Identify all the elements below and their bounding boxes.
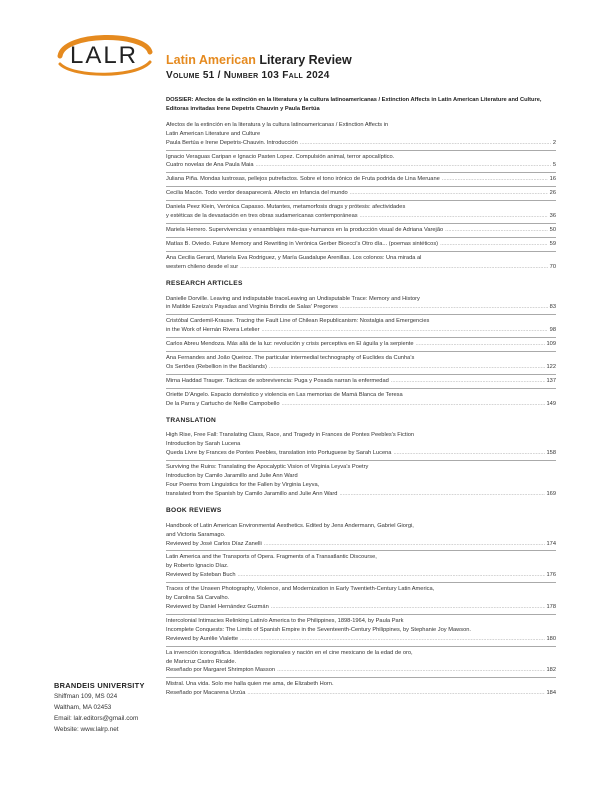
section-heading-translation: TRANSLATION: [166, 416, 217, 424]
entry-text-line: Oriette D’Angelo. Espacio doméstico y violencia en Las memorias de Mamá Blanca de Teresa: [166, 391, 403, 398]
publisher-info: [54, 680, 159, 735]
entry-text-line: Ana Cecilia Gerard, Mariela Eva Rodriguez, y María Guadalupe Arenillas. Los colonos: Una mirada al: [166, 254, 422, 261]
entry-title: in the Work of Hernán Rivera Letelier: [166, 327, 260, 334]
page-number: 174: [546, 540, 556, 547]
entry-text-line: Traces of the Unseen Photography, Violence, and Modernization in Early Twentieth-Century Latin America,: [166, 586, 435, 593]
dot-leader: [416, 340, 545, 349]
toc-entry[interactable]: [166, 460, 556, 501]
dot-leader: [247, 689, 544, 698]
entry-title: Reseñado por Macarena Urzúa: [166, 690, 246, 697]
dot-leader: [256, 161, 551, 170]
toc-entry[interactable]: [166, 119, 556, 150]
reviews-list: [166, 520, 556, 700]
entry-title: in Matilde Ezeiza’s Payadas and Virginia Brindis de Salas’ Pregones: [166, 304, 338, 311]
entry-title: Mariela Herrero. Supervivencias y ensamblajes más-que-humanos en la producción visual de Adriana Varejão: [166, 226, 444, 233]
toc-entry[interactable]: [166, 200, 556, 223]
entry-text-line: Introduction by Sarah Lucena: [166, 441, 241, 448]
entry-text-line: Daniela Peez Klein, Verónica Capasso. Mutantes, metamorfosis drags y prótesis: afectividades: [166, 204, 406, 211]
entry-title-line: [166, 571, 556, 580]
dot-leader: [277, 666, 544, 675]
dot-leader: [261, 326, 547, 335]
entry-title-line: [166, 377, 556, 386]
entry-text-line: Introduction by Camilo Jaramillo and Julie Ann Ward: [166, 473, 298, 480]
dossier-list: [166, 119, 556, 274]
dot-leader: [360, 212, 548, 221]
entry-title: Reviewed by Daniel Hernández Guzmán: [166, 603, 269, 610]
journal-logo: [54, 30, 154, 82]
page-number: 184: [546, 690, 556, 697]
entry-title-line: [166, 263, 556, 272]
journal-title: [166, 53, 352, 67]
entry-text-line: Cristóbal Cardemil-Krause. Tracing the Fault Line of Chilean Republicanism: Nostalgia and Emergencies: [166, 318, 430, 325]
entry-title: Reseñado por Margaret Shrimpton Masson: [166, 667, 276, 674]
entry-title: Matías B. Oviedo. Future Memory and Rewriting in Verónica Gerber Bicecci’s Otro día... (poemas sintéticos): [166, 240, 439, 247]
toc-entry[interactable]: [166, 429, 556, 460]
entry-title-line: [166, 240, 556, 249]
toc-entry[interactable]: [166, 388, 556, 411]
entry-title: Reviewed by José Carlos Díaz Zanelli: [166, 540, 262, 547]
entry-title-line: [166, 603, 556, 612]
entry-text-line: High Rise, Free Fall: Translating Class, Race, and Tragedy in Frances de Pontes Peebles’s Fiction: [166, 432, 415, 439]
dot-leader: [264, 540, 545, 549]
entry-text-line: de Maricruz Castro Ricalde.: [166, 658, 237, 665]
toc-entry[interactable]: [166, 251, 556, 274]
entry-title-line: [166, 226, 556, 235]
entry-text-line: Ignacio Veraguas Caripan e Ignacio Pasten Lopez. Compulsión animal, terror apocalíptico.: [166, 153, 395, 160]
toc-entry[interactable]: [166, 646, 556, 678]
entry-text-line: La invención iconográfica. Identidades regionales y nación en el cine mexicano de la edad de oro,: [166, 649, 413, 656]
volume-info: Volume 51 / Number 103 Fall 2024: [166, 70, 330, 81]
dot-leader: [391, 377, 545, 386]
entry-title-line: [166, 161, 556, 170]
dot-leader: [269, 363, 545, 372]
entry-text-line: by Roberto Ignacio Díaz.: [166, 563, 229, 570]
toc-entry[interactable]: [166, 172, 556, 186]
toc-entry[interactable]: [166, 582, 556, 614]
dot-leader: [238, 571, 545, 580]
address-line-2: Waltham, MA 02453: [54, 704, 112, 711]
entry-title: Carlos Abreu Mendoza. Más allá de la luz: revolución y crisis perceptiva en El águila y la serpiente: [166, 341, 414, 348]
entry-text-line: by Carolina Sá Carvalho.: [166, 595, 230, 602]
entry-title: Queda Livre by Frances de Pontes Peebles, translation into Portuguese by Sarah Lucena: [166, 450, 392, 457]
entry-text-line: Latin American Literature and Culture: [166, 130, 261, 137]
entry-text-line: Surviving the Ruins: Translating the Apocalyptic Vision of Virginia Leyva’s Poetry: [166, 464, 369, 471]
entry-title-line: [166, 400, 556, 409]
toc-entry[interactable]: [166, 550, 556, 582]
page-number: 50: [549, 226, 556, 233]
entry-title: Juliana Piña. Mondas lustrosas, pellejos putrefactos. Sobre el tono irónico de Fruta podrida de Lina Meruane: [166, 176, 440, 183]
entry-title: Paula Bertúa e Irene Depetris-Chauvin. Introducción: [166, 139, 298, 146]
entry-text-line: Ana Fernandes and João Queiroz. The particular intermedial technography of Euclides da Cunha’s: [166, 355, 415, 362]
table-of-contents: [166, 96, 556, 700]
toc-entry[interactable]: [166, 223, 556, 237]
entry-title: De la Parra y Cartucho de Nellie Campobello: [166, 400, 280, 407]
entry-title-line: [166, 303, 556, 312]
page-number: 180: [546, 635, 556, 642]
page-number: 149: [546, 400, 556, 407]
toc-entry[interactable]: [166, 293, 556, 315]
entry-title-line: [166, 363, 556, 372]
page-number: 83: [549, 304, 556, 311]
page-number: 2: [552, 139, 556, 146]
entry-title-line: [166, 666, 556, 675]
entry-title-line: [166, 175, 556, 184]
university-name: BRANDEIS UNIVERSITY: [54, 681, 145, 690]
entry-title: Mirna Haddad Trauger. Tácticas de sobrevivencia: Puga y Posada narran la enfermedad: [166, 377, 389, 384]
entry-title-line: [166, 340, 556, 349]
email-address[interactable]: Email: lalr.editors@gmail.com: [54, 715, 139, 722]
entry-title: translated from the Spanish by Camilo Jaramillo and Julie Ann Ward: [166, 490, 338, 497]
page-number: 137: [546, 377, 556, 384]
page-number: 169: [546, 490, 556, 497]
entry-text-line: Afectos de la extinción en la literatura y la cultura latinoamericanas / Extinction Affects in: [166, 121, 389, 128]
toc-entry[interactable]: [166, 150, 556, 173]
dot-leader: [271, 603, 545, 612]
website-link[interactable]: Website: www.lalrp.net: [54, 726, 119, 733]
dot-leader: [339, 490, 544, 499]
toc-entry[interactable]: [166, 351, 556, 374]
journal-title-accent: Latin American: [166, 53, 256, 67]
entry-text-line: Incomplete Conquests: The Limits of Spanish Empire in the Seventeenth-Century Philippines, by Stephanie Joy Mawson.: [166, 626, 471, 633]
entry-title-line: [166, 689, 556, 698]
dot-leader: [445, 226, 548, 235]
toc-entry[interactable]: [166, 314, 556, 337]
toc-entry[interactable]: [166, 186, 556, 200]
page-number: 26: [549, 190, 556, 197]
dot-leader: [240, 263, 548, 272]
entry-title-line: [166, 326, 556, 335]
page-number: 5: [552, 162, 556, 169]
logo-text: LALR: [69, 42, 139, 69]
dot-leader: [340, 303, 548, 312]
section-heading-reviews: BOOK REVIEWS: [166, 506, 222, 514]
entry-title-line: [166, 490, 556, 499]
entry-title-line: [166, 139, 556, 148]
entry-title-line: [166, 189, 556, 198]
entry-text-line: Latin America and the Transports of Opera. Fragments of a Transatlantic Discourse,: [166, 554, 377, 561]
entry-text-line: Handbook of Latin American Environmental Aesthetics. Edited by Jens Andermann, Gabriel Giorgi,: [166, 522, 414, 529]
toc-entry[interactable]: [166, 614, 556, 646]
toc-entry[interactable]: [166, 677, 556, 700]
entry-title-line: [166, 540, 556, 549]
entry-text-line: Four Poems from Linguistics for the Fallen by Virginia Leyva,: [166, 482, 320, 488]
dot-leader: [442, 175, 548, 184]
entry-title: western chileno desde el sur: [166, 263, 239, 270]
page-number: 70: [549, 263, 556, 270]
page-number: 36: [549, 213, 556, 220]
dot-leader: [350, 189, 548, 198]
page-number: 122: [546, 363, 556, 370]
entry-text-line: Danielle Dorville. Leaving and indisputable traceLeaving an Undisputable Trace: Memory and History: [166, 295, 420, 302]
entry-text-line: Mistral. Una vida. Solo me halla quien me ama, de Elizabeth Horn.: [166, 681, 334, 688]
dot-leader: [440, 240, 548, 249]
dot-leader: [240, 635, 545, 644]
entry-text-line: and Victoria Saramago.: [166, 531, 226, 538]
research-list: [166, 293, 556, 411]
page-number: 16: [549, 176, 556, 183]
entry-title: y estéticas de la devastación en tres obras sudamericanas contemporáneas: [166, 213, 358, 220]
page-number: 98: [549, 327, 556, 334]
entry-title-line: [166, 635, 556, 644]
page-number: 176: [546, 572, 556, 579]
entry-title: Cuatro novelas de Ana Paula Maia: [166, 162, 254, 169]
page-number: 59: [549, 240, 556, 247]
journal-title-main: Literary Review: [259, 53, 352, 67]
toc-entry[interactable]: [166, 337, 556, 351]
entry-title-line: [166, 212, 556, 221]
toc-entry[interactable]: [166, 237, 556, 251]
page-number: 178: [546, 603, 556, 610]
entry-title: Reviewed by Esteban Buch: [166, 572, 236, 579]
dot-leader: [393, 449, 544, 458]
entry-text-line: Intercolonial Intimacies Relinking Latin/o America to the Philippines, 1898-1964, by Paula Park: [166, 617, 404, 624]
dot-leader: [282, 400, 545, 409]
translation-list: [166, 429, 556, 500]
dossier-heading: DOSSIER: Afectos de la extinción en la literatura y la cultura latinoamericanas / Extinction Affects in Latin American Literature and Culture, Editoras invitadas Irene Depetris Chauvin y Paula Bertúa: [166, 97, 542, 112]
entry-title: Reviewed by Aurélie Vialette: [166, 635, 238, 642]
toc-entry[interactable]: [166, 520, 556, 551]
page-number: 109: [546, 341, 556, 348]
address-line-1: Shiffman 109, MS 024: [54, 693, 118, 700]
page-number: 158: [546, 450, 556, 457]
entry-title-line: [166, 449, 556, 458]
section-heading-research: RESEARCH ARTICLES: [166, 279, 243, 287]
toc-entry[interactable]: [166, 374, 556, 388]
page-number: 182: [546, 667, 556, 674]
entry-title: Os Sertões (Rebellion in the Backlands): [166, 363, 267, 370]
dot-leader: [300, 139, 551, 148]
entry-title: Cecilia Macón. Todo verdor desaparecerá. Afecto en Infancia del mundo: [166, 190, 348, 197]
